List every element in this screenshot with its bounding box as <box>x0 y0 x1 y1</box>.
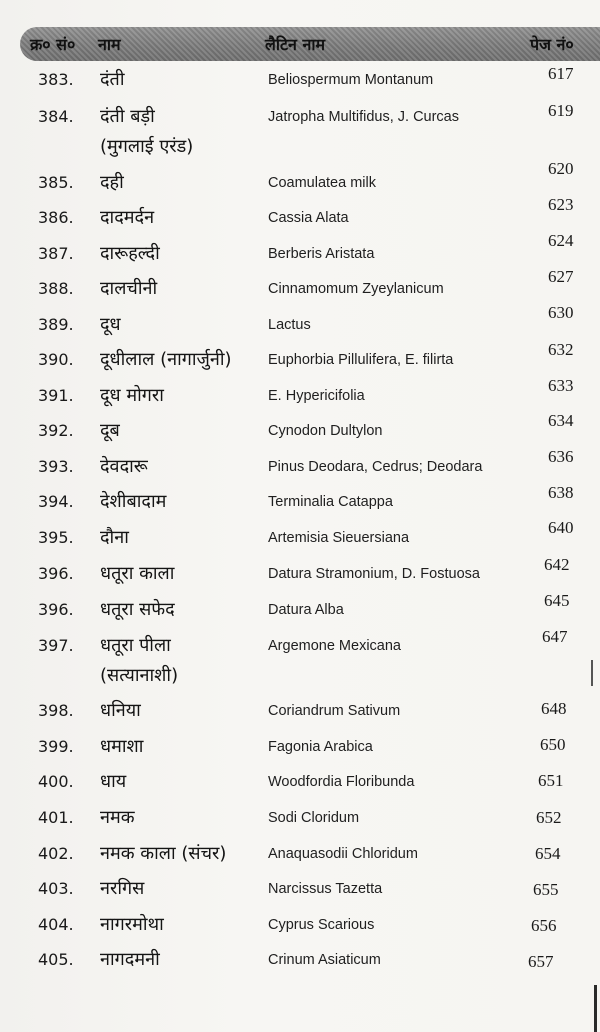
hindi-name: धनिया <box>100 700 141 721</box>
latin-name: Terminalia Catappa <box>268 494 393 510</box>
page-number: 652 <box>536 808 562 827</box>
serial-number: 387. <box>38 244 74 263</box>
latin-name: Cynodon Dultylon <box>268 423 383 439</box>
serial-number: 401. <box>38 808 74 827</box>
serial-number: 405. <box>38 950 74 969</box>
latin-name: Artemisia Sieuersiana <box>268 530 410 546</box>
hindi-name: धतूरा पीला <box>100 635 171 656</box>
serial-number: 394. <box>38 492 74 511</box>
hindi-name-line2: (मुगलाई एरंड) <box>100 136 194 157</box>
hindi-name: धाय <box>100 771 127 792</box>
page-number: 647 <box>542 627 568 646</box>
page-number: 654 <box>535 844 561 863</box>
page-number: 645 <box>544 591 570 610</box>
serial-number: 397. <box>38 636 74 655</box>
latin-name: Sodi Cloridum <box>268 810 360 826</box>
hindi-name: दूध <box>100 314 121 335</box>
serial-number: 396. <box>38 600 74 619</box>
serial-number: 386. <box>38 208 74 227</box>
hindi-name: दंती बड़ी <box>100 106 155 127</box>
hindi-name: दारूहल्दी <box>100 243 160 264</box>
page-number: 633 <box>548 376 574 395</box>
page-number: 638 <box>548 483 574 502</box>
page-number: 632 <box>548 340 574 359</box>
latin-name: Datura Stramonium, D. Fostuosa <box>268 566 480 582</box>
page-number: 642 <box>544 555 570 574</box>
latin-name: Crinum Asiaticum <box>268 952 381 968</box>
page-number: 619 <box>548 101 574 120</box>
latin-name: Euphorbia Pillulifera, E. filirta <box>268 352 454 368</box>
latin-name: Argemone Mexicana <box>268 638 401 654</box>
hindi-name: धमाशा <box>100 736 144 757</box>
page-number: 617 <box>548 64 574 83</box>
serial-number: 383. <box>38 70 74 89</box>
latin-name: Cinnamomum Zyeylanicum <box>268 281 444 297</box>
latin-name: Cassia Alata <box>268 210 349 226</box>
hindi-name: नमक <box>100 807 135 828</box>
header-name: नाम <box>98 35 121 54</box>
page-number: 656 <box>531 916 557 935</box>
serial-number: 395. <box>38 528 74 547</box>
latin-name: Pinus Deodara, Cedrus; Deodara <box>268 459 483 475</box>
serial-number: 398. <box>38 701 74 720</box>
latin-name: Fagonia Arabica <box>268 739 373 755</box>
page-number: 650 <box>540 735 566 754</box>
serial-number: 391. <box>38 386 74 405</box>
hindi-name: दही <box>100 172 124 193</box>
page-number: 630 <box>548 303 574 322</box>
page-number: 620 <box>548 159 574 178</box>
page-number: 634 <box>548 411 574 430</box>
hindi-name: धतूरा सफेद <box>100 599 175 620</box>
latin-name: Jatropha Multifidus, J. Curcas <box>268 109 459 125</box>
latin-name: Coamulatea milk <box>268 175 376 191</box>
page-number: 651 <box>538 771 564 790</box>
page-number: 627 <box>548 267 574 286</box>
serial-number: 385. <box>38 173 74 192</box>
serial-number: 404. <box>38 915 74 934</box>
serial-number: 399. <box>38 737 74 756</box>
latin-name: E. Hypericifolia <box>268 388 365 404</box>
hindi-name: नरगिस <box>100 878 145 899</box>
latin-name: Coriandrum Sativum <box>268 703 401 719</box>
header-page-number: पेज नं० <box>530 35 574 54</box>
latin-name: Lactus <box>268 317 311 333</box>
latin-name: Woodfordia Floribunda <box>268 774 415 790</box>
serial-number: 403. <box>38 879 74 898</box>
page-edge-mark <box>591 660 593 686</box>
hindi-name: दालचीनी <box>100 278 158 299</box>
latin-name: Anaquasodii Chloridum <box>268 846 418 862</box>
serial-number: 402. <box>38 844 74 863</box>
serial-number: 393. <box>38 457 74 476</box>
page-number: 657 <box>528 952 554 971</box>
latin-name: Beliospermum Montanum <box>268 72 434 88</box>
header-serial-number: क्र० सं० <box>30 35 76 54</box>
latin-name: Berberis Aristata <box>268 246 375 262</box>
serial-number: 400. <box>38 772 74 791</box>
latin-name: Cyprus Scarious <box>268 917 375 933</box>
hindi-name: दूब <box>100 420 120 441</box>
serial-number: 396. <box>38 564 74 583</box>
serial-number: 389. <box>38 315 74 334</box>
header-latin-name: लैटिन नाम <box>265 35 326 54</box>
page-number: 636 <box>548 447 574 466</box>
page-number: 640 <box>548 518 574 537</box>
page-number: 648 <box>541 699 567 718</box>
hindi-name: नमक काला (संचर) <box>100 843 227 864</box>
page-edge-shadow <box>594 985 597 1032</box>
page-number: 623 <box>548 195 574 214</box>
hindi-name: दादमर्दन <box>100 207 155 228</box>
serial-number: 384. <box>38 107 74 126</box>
hindi-name: नागदमनी <box>100 949 160 970</box>
hindi-name: दूध मोगरा <box>100 385 164 406</box>
hindi-name: धतूरा काला <box>100 563 175 584</box>
latin-name: Narcissus Tazetta <box>268 881 383 897</box>
hindi-name: देशीबादाम <box>100 491 167 512</box>
page-number: 655 <box>533 880 559 899</box>
hindi-name: दंती <box>100 69 125 90</box>
latin-name: Datura Alba <box>268 602 344 618</box>
hindi-name: देवदारू <box>100 456 148 477</box>
page-number: 624 <box>548 231 574 250</box>
serial-number: 388. <box>38 279 74 298</box>
hindi-name: दौना <box>100 527 129 548</box>
serial-number: 390. <box>38 350 74 369</box>
serial-number: 392. <box>38 421 74 440</box>
table-header <box>20 27 600 61</box>
hindi-name-line2: (सत्यानाशी) <box>100 665 179 686</box>
hindi-name: नागरमोथा <box>100 914 164 935</box>
hindi-name: दूधीलाल (नागार्जुनी) <box>100 349 232 370</box>
